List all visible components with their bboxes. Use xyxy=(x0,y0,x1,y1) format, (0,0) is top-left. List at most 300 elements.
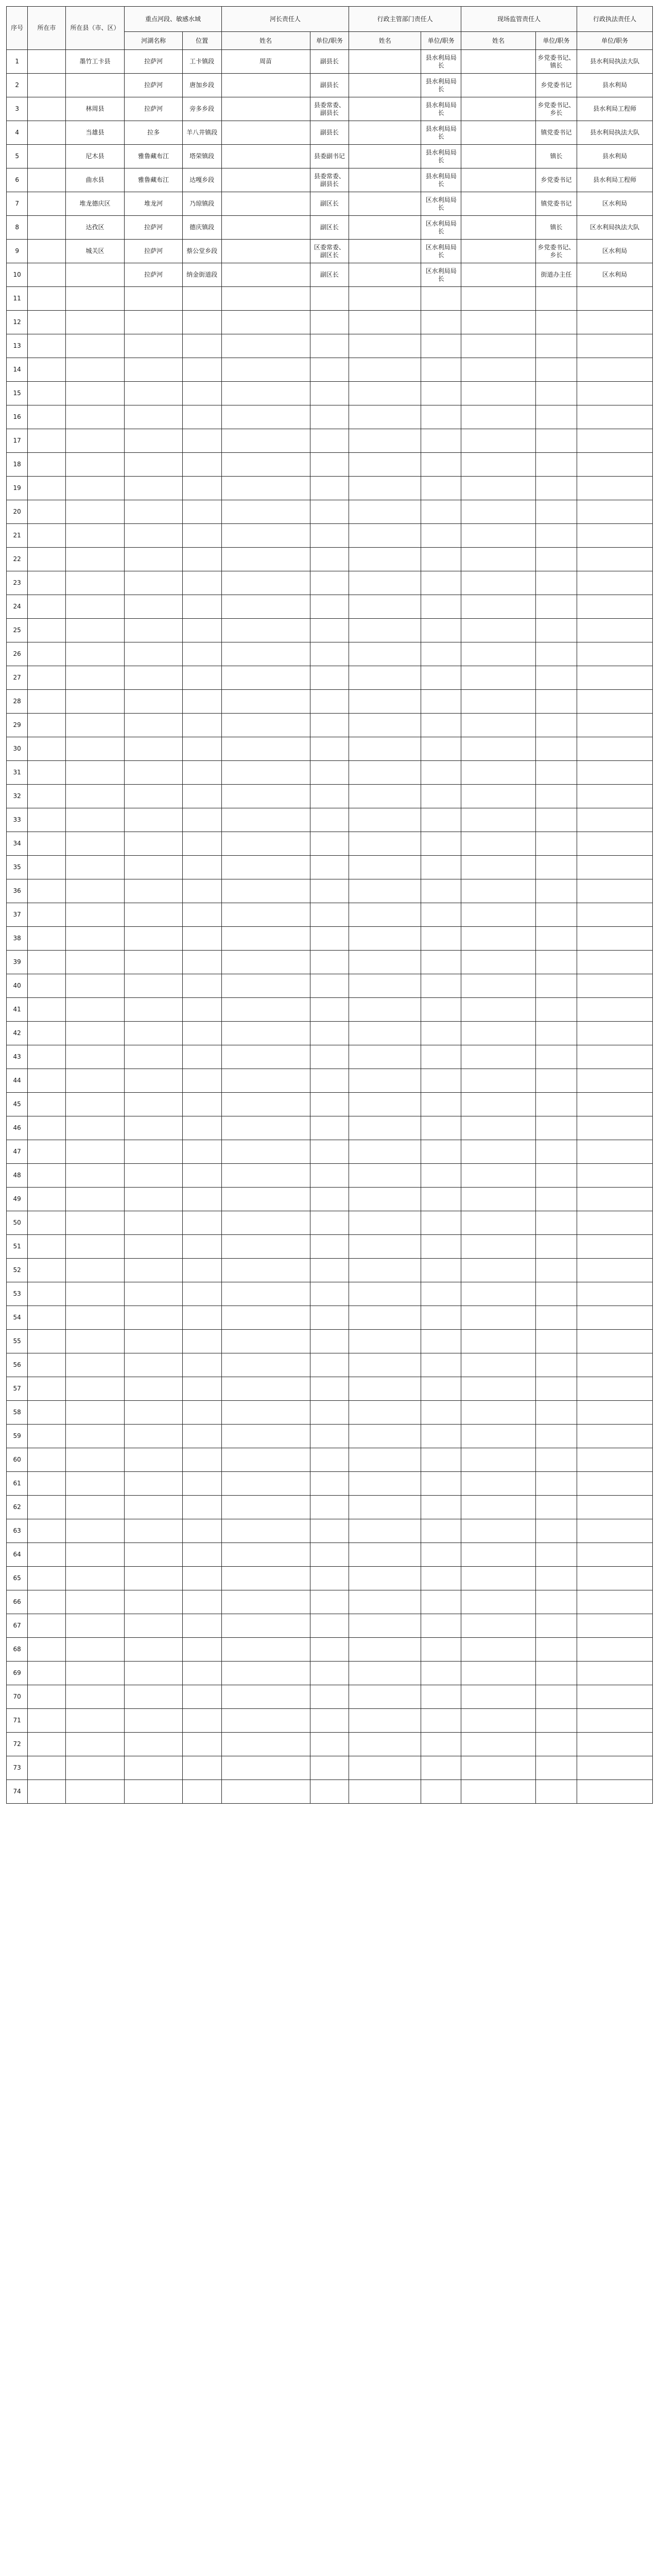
cell-prefecture xyxy=(28,927,65,951)
cell-chief-unit xyxy=(310,358,349,382)
cell-admin-name xyxy=(349,737,421,761)
cell-admin-unit xyxy=(421,951,461,974)
cell-chief-name xyxy=(221,1733,310,1756)
cell-prefecture xyxy=(28,50,65,74)
cell-seq: 65 xyxy=(7,1567,28,1590)
cell-county xyxy=(65,737,125,761)
cell-admin-name xyxy=(349,1756,421,1780)
cell-county xyxy=(65,358,125,382)
table-body xyxy=(7,50,653,1804)
cell-chief-name xyxy=(221,524,310,548)
cell-river xyxy=(125,666,182,690)
cell-river xyxy=(125,1211,182,1235)
cell-county xyxy=(65,453,125,477)
cell-location xyxy=(182,1093,221,1116)
cell-location xyxy=(182,1188,221,1211)
cell-enforce-unit xyxy=(577,1093,653,1116)
cell-county: 当雄县 xyxy=(65,121,125,145)
cell-admin-name xyxy=(349,1662,421,1685)
cell-river xyxy=(125,927,182,951)
cell-admin-unit xyxy=(421,1022,461,1045)
cell-site-unit xyxy=(535,1543,577,1567)
cell-chief-unit xyxy=(310,1496,349,1519)
cell-prefecture xyxy=(28,145,65,168)
cell-river xyxy=(125,548,182,571)
cell-chief-unit xyxy=(310,1448,349,1472)
table-row xyxy=(7,1377,653,1401)
cell-site-unit: 镇长 xyxy=(535,216,577,240)
cell-seq: 66 xyxy=(7,1590,28,1614)
cell-river xyxy=(125,1709,182,1733)
cell-prefecture xyxy=(28,761,65,785)
cell-admin-unit xyxy=(421,1756,461,1780)
cell-chief-unit xyxy=(310,1377,349,1401)
cell-admin-name xyxy=(349,382,421,405)
cell-admin-unit: 县水利局局长 xyxy=(421,121,461,145)
cell-county xyxy=(65,1685,125,1709)
cell-prefecture xyxy=(28,1567,65,1590)
cell-site-unit xyxy=(535,737,577,761)
header-location: 位置 xyxy=(182,32,221,50)
cell-chief-name xyxy=(221,714,310,737)
cell-location xyxy=(182,1259,221,1282)
cell-enforce-unit xyxy=(577,642,653,666)
cell-location xyxy=(182,1590,221,1614)
cell-admin-name xyxy=(349,832,421,856)
cell-admin-name xyxy=(349,974,421,998)
cell-site-name xyxy=(461,690,536,714)
cell-admin-unit xyxy=(421,998,461,1022)
cell-chief-unit xyxy=(310,548,349,571)
cell-enforce-unit xyxy=(577,1685,653,1709)
cell-site-name xyxy=(461,714,536,737)
cell-chief-name xyxy=(221,856,310,879)
table-row xyxy=(7,1496,653,1519)
cell-admin-name xyxy=(349,761,421,785)
cell-enforce-unit: 区水利局执法大队 xyxy=(577,216,653,240)
cell-prefecture xyxy=(28,1093,65,1116)
cell-county xyxy=(65,1472,125,1496)
table-row xyxy=(7,1045,653,1069)
cell-chief-unit xyxy=(310,453,349,477)
cell-enforce-unit xyxy=(577,785,653,808)
cell-location: 纳金街道段 xyxy=(182,263,221,287)
cell-chief-name xyxy=(221,1425,310,1448)
cell-site-unit xyxy=(535,974,577,998)
cell-river xyxy=(125,1353,182,1377)
cell-enforce-unit xyxy=(577,1306,653,1330)
cell-chief-unit xyxy=(310,761,349,785)
cell-chief-name xyxy=(221,192,310,216)
cell-location xyxy=(182,951,221,974)
cell-seq: 51 xyxy=(7,1235,28,1259)
table-row xyxy=(7,1567,653,1590)
cell-prefecture xyxy=(28,1401,65,1425)
cell-enforce-unit xyxy=(577,334,653,358)
cell-river xyxy=(125,1069,182,1093)
cell-location xyxy=(182,619,221,642)
table-row xyxy=(7,595,653,619)
cell-seq: 2 xyxy=(7,74,28,97)
cell-river xyxy=(125,1022,182,1045)
cell-admin-name xyxy=(349,1425,421,1448)
cell-chief-unit xyxy=(310,524,349,548)
cell-county xyxy=(65,1780,125,1804)
cell-prefecture xyxy=(28,619,65,642)
cell-site-name xyxy=(461,1069,536,1093)
cell-chief-name xyxy=(221,240,310,263)
cell-admin-unit xyxy=(421,1472,461,1496)
cell-location xyxy=(182,1140,221,1164)
cell-chief-name xyxy=(221,1093,310,1116)
cell-prefecture xyxy=(28,1069,65,1093)
cell-chief-name xyxy=(221,808,310,832)
header-county: 所在县（市、区） xyxy=(65,7,125,50)
cell-location xyxy=(182,1377,221,1401)
cell-river xyxy=(125,453,182,477)
cell-admin-name xyxy=(349,1069,421,1093)
cell-location: 工卡镇段 xyxy=(182,50,221,74)
cell-prefecture xyxy=(28,1164,65,1188)
cell-enforce-unit xyxy=(577,405,653,429)
cell-admin-name xyxy=(349,121,421,145)
cell-river xyxy=(125,1235,182,1259)
cell-prefecture xyxy=(28,263,65,287)
cell-site-unit xyxy=(535,1282,577,1306)
cell-site-unit xyxy=(535,1496,577,1519)
cell-site-name xyxy=(461,1211,536,1235)
cell-location xyxy=(182,856,221,879)
cell-location: 乃琼镇段 xyxy=(182,192,221,216)
cell-river xyxy=(125,1780,182,1804)
cell-site-unit xyxy=(535,951,577,974)
cell-site-name xyxy=(461,737,536,761)
cell-seq: 47 xyxy=(7,1140,28,1164)
cell-enforce-unit xyxy=(577,1472,653,1496)
cell-location xyxy=(182,1543,221,1567)
header-group-enforce: 行政执法责任人 xyxy=(577,7,653,32)
cell-county xyxy=(65,714,125,737)
cell-enforce-unit xyxy=(577,1543,653,1567)
cell-admin-name xyxy=(349,216,421,240)
cell-seq: 63 xyxy=(7,1519,28,1543)
cell-admin-unit: 县水利局局长 xyxy=(421,74,461,97)
cell-seq: 27 xyxy=(7,666,28,690)
cell-admin-name xyxy=(349,690,421,714)
table-row xyxy=(7,287,653,311)
cell-county xyxy=(65,1140,125,1164)
cell-prefecture xyxy=(28,1780,65,1804)
cell-prefecture xyxy=(28,1140,65,1164)
cell-enforce-unit xyxy=(577,1401,653,1425)
cell-admin-unit xyxy=(421,1685,461,1709)
cell-river xyxy=(125,1377,182,1401)
table-row xyxy=(7,1472,653,1496)
cell-seq: 70 xyxy=(7,1685,28,1709)
cell-admin-unit xyxy=(421,1543,461,1567)
cell-enforce-unit xyxy=(577,1425,653,1448)
cell-chief-name xyxy=(221,595,310,619)
cell-county xyxy=(65,642,125,666)
header-group-river: 重点河段、敏感水域 xyxy=(125,7,221,32)
cell-admin-name xyxy=(349,97,421,121)
cell-seq: 36 xyxy=(7,879,28,903)
cell-seq: 28 xyxy=(7,690,28,714)
cell-enforce-unit xyxy=(577,524,653,548)
cell-site-unit xyxy=(535,1567,577,1590)
header-prefecture: 所在市 xyxy=(28,7,65,50)
cell-prefecture xyxy=(28,216,65,240)
cell-enforce-unit xyxy=(577,1022,653,1045)
cell-county xyxy=(65,405,125,429)
cell-prefecture xyxy=(28,1282,65,1306)
cell-admin-name xyxy=(349,287,421,311)
cell-location xyxy=(182,453,221,477)
cell-admin-name xyxy=(349,1685,421,1709)
cell-admin-name xyxy=(349,856,421,879)
header-site-unit: 单位/职务 xyxy=(535,32,577,50)
cell-site-name xyxy=(461,1235,536,1259)
cell-river: 拉萨河 xyxy=(125,97,182,121)
cell-enforce-unit xyxy=(577,927,653,951)
cell-enforce-unit xyxy=(577,808,653,832)
table-row xyxy=(7,477,653,500)
cell-site-unit xyxy=(535,571,577,595)
cell-site-unit xyxy=(535,1662,577,1685)
cell-enforce-unit xyxy=(577,619,653,642)
table-row xyxy=(7,97,653,121)
cell-site-name xyxy=(461,785,536,808)
cell-chief-name xyxy=(221,1496,310,1519)
table-row xyxy=(7,1069,653,1093)
cell-site-unit xyxy=(535,642,577,666)
cell-site-unit xyxy=(535,1045,577,1069)
cell-chief-name xyxy=(221,1211,310,1235)
cell-site-unit xyxy=(535,1519,577,1543)
cell-seq: 17 xyxy=(7,429,28,453)
cell-seq: 22 xyxy=(7,548,28,571)
cell-admin-name xyxy=(349,785,421,808)
cell-chief-name xyxy=(221,998,310,1022)
cell-site-unit xyxy=(535,1188,577,1211)
cell-county xyxy=(65,1211,125,1235)
cell-county: 城关区 xyxy=(65,240,125,263)
cell-enforce-unit xyxy=(577,1662,653,1685)
header-admin-name: 姓名 xyxy=(349,32,421,50)
cell-chief-name xyxy=(221,1590,310,1614)
table-row xyxy=(7,500,653,524)
cell-location xyxy=(182,500,221,524)
cell-seq: 57 xyxy=(7,1377,28,1401)
cell-prefecture xyxy=(28,1022,65,1045)
cell-seq: 73 xyxy=(7,1756,28,1780)
cell-chief-name xyxy=(221,1353,310,1377)
table-row xyxy=(7,1022,653,1045)
cell-seq: 69 xyxy=(7,1662,28,1685)
table-row xyxy=(7,382,653,405)
cell-site-name xyxy=(461,524,536,548)
cell-county xyxy=(65,974,125,998)
cell-admin-name xyxy=(349,1496,421,1519)
cell-chief-unit: 副县长 xyxy=(310,50,349,74)
cell-enforce-unit xyxy=(577,382,653,405)
cell-chief-unit xyxy=(310,1543,349,1567)
cell-prefecture xyxy=(28,1709,65,1733)
cell-river xyxy=(125,1662,182,1685)
cell-admin-name xyxy=(349,1259,421,1282)
cell-location: 唐加乡段 xyxy=(182,74,221,97)
cell-location xyxy=(182,405,221,429)
cell-seq: 43 xyxy=(7,1045,28,1069)
cell-seq: 59 xyxy=(7,1425,28,1448)
cell-seq: 60 xyxy=(7,1448,28,1472)
header-group-chief: 河长责任人 xyxy=(221,7,349,32)
table-row xyxy=(7,1685,653,1709)
cell-location xyxy=(182,690,221,714)
cell-enforce-unit xyxy=(577,1069,653,1093)
cell-county xyxy=(65,1045,125,1069)
cell-prefecture xyxy=(28,1448,65,1472)
cell-seq: 5 xyxy=(7,145,28,168)
cell-location: 德庆镇段 xyxy=(182,216,221,240)
cell-chief-name xyxy=(221,1330,310,1353)
cell-admin-name xyxy=(349,453,421,477)
cell-river xyxy=(125,358,182,382)
cell-river xyxy=(125,974,182,998)
cell-seq: 49 xyxy=(7,1188,28,1211)
cell-enforce-unit xyxy=(577,287,653,311)
cell-river xyxy=(125,1614,182,1638)
cell-site-name xyxy=(461,1022,536,1045)
cell-chief-unit: 副县长 xyxy=(310,74,349,97)
cell-enforce-unit xyxy=(577,761,653,785)
cell-admin-name xyxy=(349,642,421,666)
cell-prefecture xyxy=(28,192,65,216)
cell-enforce-unit xyxy=(577,1496,653,1519)
cell-admin-unit xyxy=(421,334,461,358)
cell-location xyxy=(182,1638,221,1662)
cell-site-unit xyxy=(535,1211,577,1235)
cell-chief-name xyxy=(221,1188,310,1211)
cell-admin-name xyxy=(349,1519,421,1543)
cell-admin-unit xyxy=(421,1709,461,1733)
cell-river: 拉萨河 xyxy=(125,240,182,263)
table-row xyxy=(7,785,653,808)
table-row xyxy=(7,453,653,477)
cell-chief-unit xyxy=(310,1638,349,1662)
cell-admin-unit xyxy=(421,856,461,879)
cell-river: 拉萨河 xyxy=(125,74,182,97)
cell-chief-name xyxy=(221,1472,310,1496)
cell-seq: 23 xyxy=(7,571,28,595)
cell-enforce-unit xyxy=(577,311,653,334)
table-row xyxy=(7,240,653,263)
cell-chief-unit xyxy=(310,1045,349,1069)
cell-prefecture xyxy=(28,1519,65,1543)
cell-county xyxy=(65,1614,125,1638)
cell-chief-unit xyxy=(310,571,349,595)
cell-location xyxy=(182,832,221,856)
cell-river xyxy=(125,808,182,832)
cell-admin-unit xyxy=(421,429,461,453)
cell-river xyxy=(125,1093,182,1116)
cell-admin-name xyxy=(349,1022,421,1045)
cell-seq: 61 xyxy=(7,1472,28,1496)
cell-county xyxy=(65,927,125,951)
cell-county xyxy=(65,1401,125,1425)
cell-site-unit xyxy=(535,761,577,785)
cell-site-unit: 镇党委书记 xyxy=(535,192,577,216)
cell-seq: 41 xyxy=(7,998,28,1022)
cell-prefecture xyxy=(28,1259,65,1282)
cell-admin-unit xyxy=(421,1235,461,1259)
cell-location xyxy=(182,382,221,405)
cell-county xyxy=(65,1282,125,1306)
cell-admin-unit xyxy=(421,927,461,951)
cell-site-name xyxy=(461,1614,536,1638)
cell-enforce-unit xyxy=(577,1590,653,1614)
cell-chief-unit xyxy=(310,1401,349,1425)
cell-chief-unit xyxy=(310,1022,349,1045)
cell-seq: 52 xyxy=(7,1259,28,1282)
cell-seq: 14 xyxy=(7,358,28,382)
cell-chief-unit xyxy=(310,1614,349,1638)
cell-enforce-unit xyxy=(577,1353,653,1377)
table-row xyxy=(7,1543,653,1567)
cell-prefecture xyxy=(28,1638,65,1662)
cell-chief-name xyxy=(221,1780,310,1804)
cell-chief-unit xyxy=(310,1590,349,1614)
cell-location xyxy=(182,1472,221,1496)
cell-site-unit xyxy=(535,358,577,382)
cell-prefecture xyxy=(28,690,65,714)
cell-river xyxy=(125,1401,182,1425)
cell-admin-name xyxy=(349,1116,421,1140)
header-site-name: 姓名 xyxy=(461,32,536,50)
cell-river xyxy=(125,571,182,595)
cell-chief-unit xyxy=(310,690,349,714)
cell-admin-unit xyxy=(421,1614,461,1638)
cell-location: 蔡公堂乡段 xyxy=(182,240,221,263)
table-row xyxy=(7,216,653,240)
cell-county xyxy=(65,903,125,927)
cell-chief-unit xyxy=(310,927,349,951)
cell-admin-name xyxy=(349,571,421,595)
cell-chief-unit xyxy=(310,856,349,879)
cell-location xyxy=(182,1235,221,1259)
cell-admin-name xyxy=(349,1282,421,1306)
cell-admin-unit xyxy=(421,666,461,690)
cell-chief-unit xyxy=(310,832,349,856)
cell-seq: 67 xyxy=(7,1614,28,1638)
cell-chief-name xyxy=(221,1519,310,1543)
cell-river xyxy=(125,1306,182,1330)
cell-admin-name xyxy=(349,1590,421,1614)
cell-chief-unit: 县委副书记 xyxy=(310,145,349,168)
cell-site-unit xyxy=(535,1235,577,1259)
cell-site-name xyxy=(461,287,536,311)
cell-chief-name xyxy=(221,785,310,808)
cell-river: 堆龙河 xyxy=(125,192,182,216)
cell-site-unit: 镇长 xyxy=(535,145,577,168)
cell-site-name xyxy=(461,974,536,998)
cell-chief-unit xyxy=(310,1069,349,1093)
cell-site-unit xyxy=(535,1377,577,1401)
cell-chief-unit: 副县长 xyxy=(310,121,349,145)
cell-chief-name xyxy=(221,1116,310,1140)
cell-site-unit xyxy=(535,1069,577,1093)
cell-site-name xyxy=(461,1780,536,1804)
